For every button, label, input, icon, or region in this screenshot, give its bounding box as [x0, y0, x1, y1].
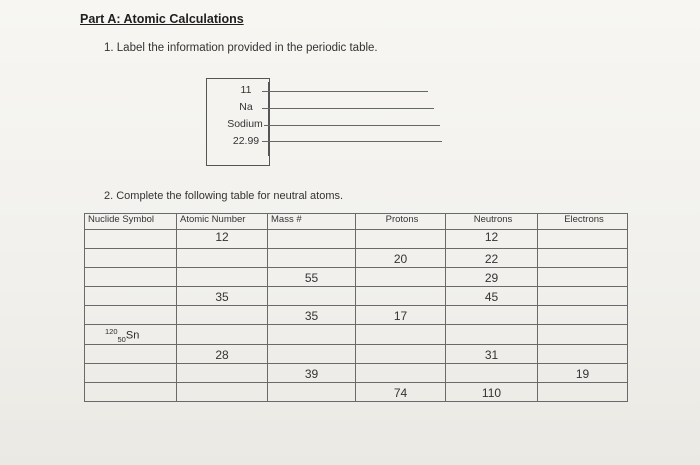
cell-mass-number[interactable]: 35: [268, 306, 356, 325]
cell-atomic-number[interactable]: [177, 363, 268, 382]
cell-electrons[interactable]: [538, 230, 628, 249]
table-row: [85, 287, 628, 306]
cell-electrons[interactable]: [538, 325, 628, 345]
table-row: [85, 325, 628, 345]
cell-atomic-number[interactable]: [177, 268, 268, 287]
element-name: Sodium: [227, 118, 263, 130]
cell-neutrons[interactable]: 29: [446, 268, 538, 287]
cell-electrons[interactable]: [538, 287, 628, 306]
cell-neutrons[interactable]: 31: [446, 344, 538, 363]
cell-protons[interactable]: [356, 363, 446, 382]
cell-neutrons[interactable]: 22: [446, 249, 538, 268]
cell-nuclide[interactable]: [85, 344, 177, 363]
cell-mass-number[interactable]: 39: [268, 363, 356, 382]
cell-neutrons[interactable]: [446, 325, 538, 345]
cell-protons[interactable]: [356, 268, 446, 287]
table-row: [85, 230, 628, 249]
cell-electrons[interactable]: [538, 306, 628, 325]
cell-atomic-number[interactable]: 28: [177, 344, 268, 363]
table-row: [85, 268, 628, 287]
cell-electrons[interactable]: [538, 249, 628, 268]
cell-nuclide[interactable]: [85, 325, 177, 345]
header-neutrons: Neutrons: [446, 214, 538, 230]
nuclide-symbol-sn: $^{120}_{50}$Sn: [105, 327, 140, 344]
table-row: [85, 249, 628, 268]
cell-atomic-number[interactable]: 35: [177, 287, 268, 306]
cell-mass-number[interactable]: 55: [268, 268, 356, 287]
cell-atomic-number[interactable]: [177, 325, 268, 345]
cell-electrons[interactable]: [538, 344, 628, 363]
cell-mass-number[interactable]: [268, 230, 356, 249]
cell-mass-number[interactable]: [268, 382, 356, 401]
cell-nuclide[interactable]: [85, 287, 177, 306]
cell-nuclide[interactable]: [85, 306, 177, 325]
cell-electrons[interactable]: [538, 268, 628, 287]
cell-nuclide[interactable]: [85, 230, 177, 249]
cell-nuclide[interactable]: [85, 268, 177, 287]
cell-mass-number[interactable]: [268, 325, 356, 345]
table-row: [85, 363, 628, 382]
element-symbol: Na: [239, 101, 253, 113]
cell-protons[interactable]: [356, 230, 446, 249]
cell-neutrons[interactable]: 12: [446, 230, 538, 249]
cell-mass-number[interactable]: [268, 344, 356, 363]
cell-electrons[interactable]: [538, 382, 628, 401]
cell-protons[interactable]: [356, 325, 446, 345]
table-header-row: [85, 214, 628, 230]
header-nuclide-symbol: Nuclide Symbol: [85, 214, 177, 230]
table-row: [85, 382, 628, 401]
answer-line-4: [262, 141, 442, 142]
header-electrons: Electrons: [538, 214, 628, 230]
cell-nuclide[interactable]: [85, 249, 177, 268]
atomic-mass: 22.99: [232, 135, 260, 147]
atoms-table: [84, 213, 628, 402]
cell-atomic-number[interactable]: [177, 249, 268, 268]
cell-atomic-number[interactable]: [177, 382, 268, 401]
cell-neutrons[interactable]: [446, 306, 538, 325]
atomic-number: 11: [240, 84, 252, 96]
cell-electrons[interactable]: 19: [538, 363, 628, 382]
cell-neutrons[interactable]: [446, 363, 538, 382]
cell-protons[interactable]: 74: [356, 382, 446, 401]
header-mass-number: Mass #: [268, 214, 356, 230]
part-title: Part A: Atomic Calculations: [80, 12, 244, 26]
cell-nuclide[interactable]: [85, 382, 177, 401]
header-protons: Protons: [356, 214, 446, 230]
answer-line-2: [262, 108, 434, 109]
question-2: 2. Complete the following table for neutral atoms.: [104, 190, 344, 202]
cell-atomic-number[interactable]: [177, 306, 268, 325]
answer-line-1: [262, 91, 428, 92]
cell-neutrons[interactable]: 45: [446, 287, 538, 306]
question-1: 1. Label the information provided in the periodic table.: [104, 42, 378, 54]
cell-atomic-number[interactable]: 12: [177, 230, 268, 249]
table-row: [85, 344, 628, 363]
cell-mass-number[interactable]: [268, 287, 356, 306]
cell-protons[interactable]: [356, 287, 446, 306]
cell-mass-number[interactable]: [268, 249, 356, 268]
answer-line-3: [264, 125, 440, 126]
cell-protons[interactable]: 17: [356, 306, 446, 325]
header-atomic-number: Atomic Number: [177, 214, 268, 230]
cell-nuclide[interactable]: [85, 363, 177, 382]
table-row: [85, 306, 628, 325]
cell-protons[interactable]: 20: [356, 249, 446, 268]
cell-neutrons[interactable]: 110: [446, 382, 538, 401]
cell-protons[interactable]: [356, 344, 446, 363]
